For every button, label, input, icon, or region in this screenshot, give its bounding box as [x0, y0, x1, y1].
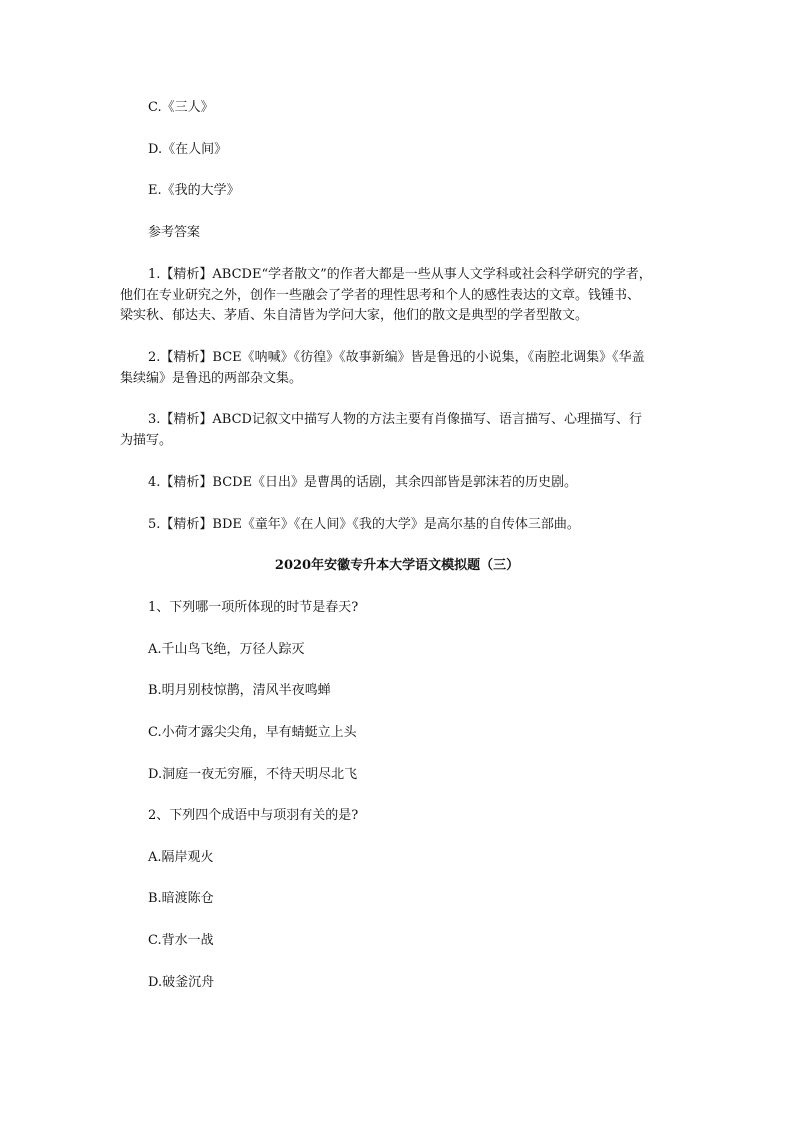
question-1-option-b: B.明月别枝惊鹊，清风半夜鸣蝉	[148, 683, 331, 698]
answer-5-line-1: 5.【精析】BDE《童年》《在人间》《我的大学》是高尔基的自传体三部曲。	[148, 517, 580, 532]
question-1-stem: 1、下列哪一项所体现的时节是春天?	[148, 600, 359, 615]
answer-4-line-1: 4.【精析】BCDE《日出》是曹禺的话剧，其余四部皆是郭沫若的历史剧。	[148, 475, 578, 490]
answer-2-line-2: 集续编》是鲁迅的两部杂文集。	[120, 371, 303, 386]
option-e-my-university: E.《我的大学》	[148, 183, 240, 198]
question-1-option-d: D.洞庭一夜无穷雁，不待天明尽北飞	[148, 767, 358, 782]
option-d-in-the-world: D.《在人间》	[148, 142, 228, 157]
section-title: 2020年安徽专升本大学语文模拟题（三）	[274, 558, 520, 573]
answer-2-line-1: 2.【精析】BCE《呐喊》《彷徨》《故事新编》皆是鲁迅的小说集，《南腔北调集》《华盖	[148, 350, 645, 365]
question-2-stem: 2、下列四个成语中与项羽有关的是?	[148, 808, 359, 823]
question-2-option-d: D.破釜沉舟	[148, 975, 215, 990]
answer-1-line-3: 梁实秋、郁达夫、茅盾、朱自清皆为学问大家，他们的散文是典型的学者型散文。	[120, 308, 589, 323]
answer-1-line-2: 他们在专业研究之外，创作一些融会了学者的理性思考和个人的感性表达的文章。钱锺书、	[120, 288, 641, 303]
answer-3-line-2: 为描写。	[120, 433, 173, 448]
question-2-option-b: B.暗渡陈仓	[148, 891, 214, 906]
question-2-option-c: C.背水一战	[148, 933, 214, 948]
answer-heading: 参考答案	[148, 225, 201, 240]
answer-1-line-1: 1.【精析】ABCDE“学者散文”的作者大都是一些从事人文学科或社会科学研究的学者，	[148, 267, 652, 282]
answer-3-line-1: 3.【精析】ABCD记叙文中描写人物的方法主要有肖像描写、语言描写、心理描写、行	[148, 412, 642, 427]
question-1-option-a: A.千山鸟飞绝，万径人踪灭	[148, 642, 305, 657]
question-2-option-a: A.隔岸观火	[148, 850, 214, 865]
option-c-three-people: C.《三人》	[148, 100, 214, 115]
question-1-option-c: C.小荷才露尖尖角，早有蜻蜓立上头	[148, 725, 357, 740]
